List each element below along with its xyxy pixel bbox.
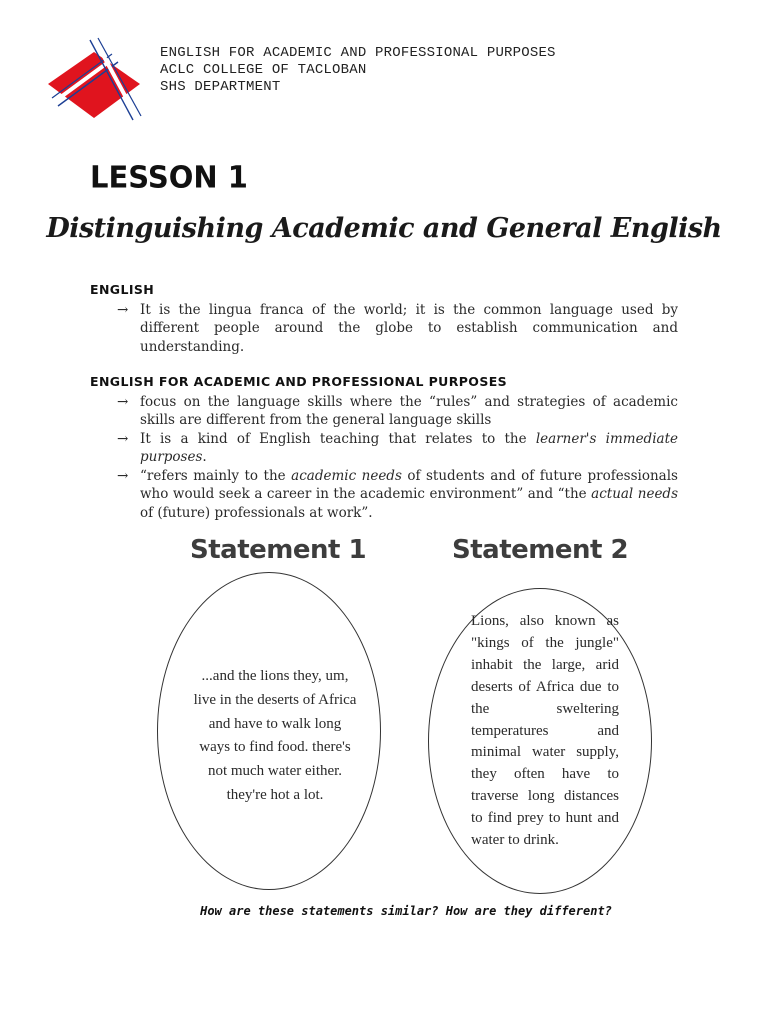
eapp-bullet-2 bbox=[90, 430, 678, 467]
eapp-bullet-2-emphasis: learner's immediate purposes bbox=[140, 430, 678, 465]
eapp-bullet-3-emphasis-1: academic needs bbox=[291, 467, 402, 484]
eapp-bullet-2-end: . bbox=[202, 449, 207, 465]
eapp-bullet-1 bbox=[90, 393, 678, 430]
eapp-bullet-1-text: focus on the language skills where the “rules” and strategies of academic skills are different from the general language skills bbox=[140, 393, 678, 428]
lesson-subtitle: Distinguishing Academic and General English bbox=[46, 213, 722, 244]
arrow-icon: → bbox=[117, 430, 129, 447]
arrow-icon: → bbox=[117, 393, 129, 410]
eapp-heading: ENGLISH FOR ACADEMIC AND PROFESSIONAL PURPOSES bbox=[90, 374, 508, 389]
eapp-bullet-2-text: It is a kind of English teaching that relates to the bbox=[140, 430, 536, 447]
statement-1-text: ...and the lions they, um, live in the deserts of Africa and have to walk long ways to find food. there's not much water either. they're hot a lot. bbox=[193, 668, 357, 803]
eapp-bullet-3-emphasis-2: actual needs bbox=[591, 486, 679, 502]
arrow-icon: → bbox=[117, 301, 129, 318]
eapp-section bbox=[90, 373, 678, 522]
aclc-logo-icon bbox=[44, 36, 144, 126]
eapp-bullet-3-text-c: of (future) professionals at work”. bbox=[140, 504, 373, 521]
header-department: SHS DEPARTMENT bbox=[160, 79, 281, 95]
header-college: ACLC COLLEGE OF TACLOBAN bbox=[160, 62, 367, 78]
eapp-bullet-3-text-a: “refers mainly to the bbox=[140, 467, 292, 484]
eapp-bullet-3-text-b: of students and of future professionals who would seek a career in the academic environment” and “the bbox=[140, 467, 678, 502]
discussion-question: How are these statements similar? How are they different? bbox=[200, 904, 612, 918]
statement-2-text: Lions, also known as "kings of the jungle" inhabit the large, arid deserts of Africa due to the sweltering temperatures and minimal water supply, they often have to traverse long distances to find prey to hunt and water to drink. bbox=[471, 613, 619, 849]
header-course: ENGLISH FOR ACADEMIC AND PROFESSIONAL PURPOSES bbox=[160, 45, 556, 61]
statement-2-title: Statement 2 bbox=[452, 535, 629, 565]
english-bullet bbox=[90, 301, 678, 357]
english-section bbox=[90, 281, 678, 356]
english-heading: ENGLISH bbox=[90, 282, 155, 297]
school-header bbox=[160, 45, 556, 96]
lesson-title: LESSON 1 bbox=[90, 159, 248, 195]
statement-1-title: Statement 1 bbox=[190, 535, 367, 565]
english-bullet-text: It is the lingua franca of the world; it is the common language used by different people around the globe to establish communication and understanding. bbox=[140, 301, 678, 355]
arrow-icon: → bbox=[117, 467, 129, 484]
eapp-bullet-3 bbox=[90, 467, 678, 523]
